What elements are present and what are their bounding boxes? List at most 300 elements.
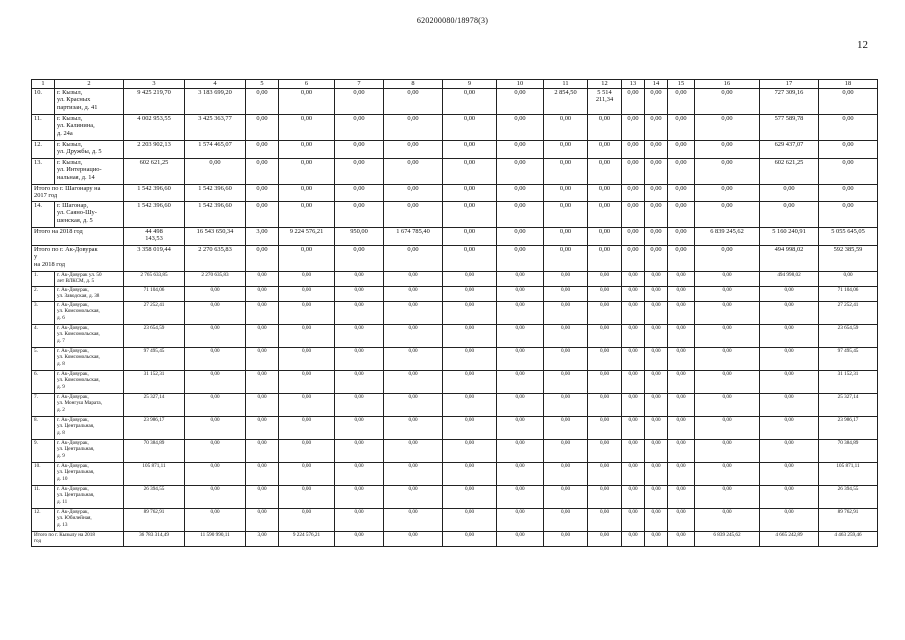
value-cell: 0,00 (443, 88, 497, 114)
value-cell: 0,00 (497, 271, 544, 286)
value-cell: 0,00 (645, 158, 668, 184)
value-cell: 0,00 (185, 301, 246, 324)
value-cell: 0,00 (645, 416, 668, 439)
row-index: 5. (32, 347, 55, 370)
address-cell: г. Кызыл, ул. Дружбы, д. 5 (55, 140, 124, 158)
column-number: 7 (335, 80, 384, 89)
value-cell: 0,00 (668, 347, 695, 370)
value-cell: 0,00 (622, 245, 645, 271)
value-cell: 0,00 (544, 201, 588, 227)
value-cell: 1 542 396,60 (124, 184, 185, 201)
address-cell: г. Ак-Довурак ул. 50 лет ВЛКСМ, д. 5 (55, 271, 124, 286)
row-index: 11. (32, 114, 55, 140)
value-cell: 3 425 363,77 (185, 114, 246, 140)
value-cell: 0,00 (185, 462, 246, 485)
value-cell: 0,00 (622, 347, 645, 370)
value-cell: 0,00 (384, 370, 443, 393)
value-cell: 4 463 259,46 (819, 531, 878, 546)
value-cell: 0,00 (246, 114, 279, 140)
value-cell: 0,00 (443, 462, 497, 485)
value-cell: 0,00 (622, 140, 645, 158)
value-cell: 0,00 (544, 370, 588, 393)
address-cell: г. Ак-Довурак, ул. Заводская, д. 38 (55, 286, 124, 301)
value-cell: 0,00 (246, 508, 279, 531)
value-cell: 0,00 (544, 158, 588, 184)
value-cell: 0,00 (668, 227, 695, 245)
value-cell: 0,00 (760, 416, 819, 439)
row-index: 8. (32, 416, 55, 439)
row-index: 10. (32, 88, 55, 114)
value-cell: 0,00 (588, 416, 622, 439)
value-cell: 0,00 (622, 439, 645, 462)
value-cell: 0,00 (695, 439, 760, 462)
column-number: 16 (695, 80, 760, 89)
value-cell: 5 514 211,34 (588, 88, 622, 114)
value-cell: 0,00 (668, 531, 695, 546)
table-subtotal-row (32, 245, 878, 271)
value-cell: 0,00 (279, 324, 335, 347)
value-cell: 0,00 (335, 531, 384, 546)
value-cell: 105 871,11 (819, 462, 878, 485)
value-cell: 0,00 (588, 201, 622, 227)
value-cell: 31 152,31 (819, 370, 878, 393)
value-cell: 0,00 (246, 184, 279, 201)
value-cell: 0,00 (497, 462, 544, 485)
value-cell: 3,00 (246, 531, 279, 546)
value-cell: 1 574 465,07 (185, 140, 246, 158)
value-cell: 0,00 (279, 347, 335, 370)
value-cell: 0,00 (384, 201, 443, 227)
value-cell: 0,00 (622, 301, 645, 324)
table-row (32, 158, 878, 184)
value-cell: 89 762,91 (819, 508, 878, 531)
value-cell: 0,00 (497, 485, 544, 508)
value-cell: 950,00 (335, 227, 384, 245)
value-cell: 0,00 (544, 301, 588, 324)
value-cell: 0,00 (544, 531, 588, 546)
value-cell: 0,00 (497, 393, 544, 416)
value-cell: 0,00 (645, 184, 668, 201)
value-cell: 0,00 (443, 508, 497, 531)
row-index: 13. (32, 158, 55, 184)
value-cell: 0,00 (645, 88, 668, 114)
value-cell: 0,00 (622, 158, 645, 184)
value-cell: 0,00 (185, 347, 246, 370)
value-cell: 0,00 (819, 184, 878, 201)
value-cell: 0,00 (384, 158, 443, 184)
value-cell: 0,00 (384, 286, 443, 301)
value-cell: 25 327,14 (819, 393, 878, 416)
value-cell: 0,00 (668, 114, 695, 140)
value-cell: 0,00 (279, 88, 335, 114)
value-cell: 0,00 (544, 140, 588, 158)
value-cell: 0,00 (760, 393, 819, 416)
value-cell: 0,00 (588, 324, 622, 347)
value-cell: 0,00 (384, 462, 443, 485)
value-cell: 0,00 (544, 227, 588, 245)
row-index: 3. (32, 301, 55, 324)
value-cell: 0,00 (588, 462, 622, 485)
value-cell: 0,00 (279, 370, 335, 393)
value-cell: 0,00 (645, 227, 668, 245)
value-cell: 0,00 (443, 158, 497, 184)
value-cell: 0,00 (443, 227, 497, 245)
value-cell: 0,00 (544, 245, 588, 271)
value-cell: 0,00 (695, 158, 760, 184)
value-cell: 0,00 (443, 393, 497, 416)
value-cell: 0,00 (645, 114, 668, 140)
value-cell: 494 998,02 (760, 245, 819, 271)
value-cell: 3,00 (246, 227, 279, 245)
value-cell: 70 384,89 (124, 439, 185, 462)
address-cell: г. Ак-Довурак, ул. Центральная, д. 11 (55, 485, 124, 508)
value-cell: 0,00 (384, 301, 443, 324)
address-cell: г. Ак-Довурак, ул. Центральная, д. 10 (55, 462, 124, 485)
value-cell: 0,00 (588, 227, 622, 245)
value-cell: 0,00 (335, 485, 384, 508)
value-cell: 26 394,55 (124, 485, 185, 508)
value-cell: 0,00 (443, 531, 497, 546)
value-cell: 0,00 (645, 439, 668, 462)
row-index: 4. (32, 324, 55, 347)
value-cell: 0,00 (497, 114, 544, 140)
table-row (32, 324, 878, 347)
value-cell: 0,00 (622, 201, 645, 227)
value-cell: 0,00 (668, 271, 695, 286)
value-cell: 27 252,41 (819, 301, 878, 324)
value-cell: 0,00 (279, 508, 335, 531)
row-index: 2. (32, 286, 55, 301)
value-cell: 0,00 (443, 347, 497, 370)
value-cell: 0,00 (279, 184, 335, 201)
value-cell: 23 986,17 (124, 416, 185, 439)
table-row (32, 271, 878, 286)
value-cell: 0,00 (335, 370, 384, 393)
column-number: 10 (497, 80, 544, 89)
value-cell: 9 224 576,21 (279, 531, 335, 546)
value-cell: 0,00 (497, 140, 544, 158)
value-cell: 25 327,14 (124, 393, 185, 416)
value-cell: 0,00 (645, 462, 668, 485)
table-row (32, 88, 878, 114)
value-cell: 0,00 (384, 271, 443, 286)
table-row (32, 301, 878, 324)
address-cell: г. Ак-Довурак, ул. Центральная, д. 8 (55, 416, 124, 439)
table-row (32, 439, 878, 462)
row-index: 11. (32, 485, 55, 508)
value-cell: 0,00 (760, 508, 819, 531)
value-cell: 0,00 (279, 158, 335, 184)
value-cell: 0,00 (645, 286, 668, 301)
value-cell: 0,00 (695, 184, 760, 201)
table-row (32, 347, 878, 370)
column-number: 17 (760, 80, 819, 89)
value-cell: 0,00 (335, 201, 384, 227)
document-id: 620200080/18978(3) (416, 16, 489, 25)
value-cell: 44 498 143,53 (124, 227, 185, 245)
value-cell: 0,00 (497, 88, 544, 114)
budget-table (31, 79, 878, 547)
value-cell: 0,00 (335, 271, 384, 286)
value-cell: 0,00 (335, 393, 384, 416)
value-cell: 0,00 (645, 370, 668, 393)
value-cell: 0,00 (588, 347, 622, 370)
value-cell: 0,00 (497, 324, 544, 347)
column-number: 15 (668, 80, 695, 89)
value-cell: 0,00 (695, 416, 760, 439)
value-cell: 0,00 (185, 393, 246, 416)
value-cell: 0,00 (668, 416, 695, 439)
value-cell: 0,00 (384, 88, 443, 114)
value-cell: 0,00 (246, 201, 279, 227)
value-cell: 0,00 (279, 301, 335, 324)
value-cell: 0,00 (645, 245, 668, 271)
table-row (32, 370, 878, 393)
value-cell: 0,00 (335, 245, 384, 271)
value-cell: 0,00 (588, 370, 622, 393)
value-cell: 1 542 396,60 (185, 184, 246, 201)
value-cell: 0,00 (695, 370, 760, 393)
column-number-row (32, 80, 878, 89)
value-cell: 0,00 (622, 88, 645, 114)
table-row (32, 393, 878, 416)
value-cell: 0,00 (588, 271, 622, 286)
address-cell: г. Ак-Довурак, ул. Комсомольская, д. 7 (55, 324, 124, 347)
value-cell: 0,00 (443, 485, 497, 508)
value-cell: 0,00 (335, 301, 384, 324)
value-cell: 0,00 (588, 393, 622, 416)
value-cell: 0,00 (246, 286, 279, 301)
value-cell: 71 104,06 (819, 286, 878, 301)
row-index: 9. (32, 439, 55, 462)
value-cell: 0,00 (246, 158, 279, 184)
column-number: 5 (246, 80, 279, 89)
value-cell: 0,00 (668, 462, 695, 485)
table-row (32, 462, 878, 485)
subtotal-label: Итого по г. Шагонару на 2017 год (32, 184, 124, 201)
value-cell: 0,00 (668, 201, 695, 227)
value-cell: 4 665 242,89 (760, 531, 819, 546)
value-cell: 0,00 (497, 184, 544, 201)
value-cell: 0,00 (544, 114, 588, 140)
value-cell: 0,00 (668, 140, 695, 158)
value-cell: 2 765 633,85 (124, 271, 185, 286)
value-cell: 0,00 (695, 245, 760, 271)
value-cell: 0,00 (645, 508, 668, 531)
value-cell: 0,00 (695, 393, 760, 416)
value-cell: 0,00 (622, 462, 645, 485)
value-cell: 602 621,25 (760, 158, 819, 184)
address-cell: г. Ак-Довурак, ул. Комсомольская, д. 9 (55, 370, 124, 393)
value-cell: 0,00 (279, 393, 335, 416)
address-cell: г. Ак-Довурак, ул. Монгуш Марата, д. 2 (55, 393, 124, 416)
value-cell: 0,00 (544, 485, 588, 508)
value-cell: 0,00 (588, 140, 622, 158)
value-cell: 0,00 (668, 370, 695, 393)
value-cell: 0,00 (279, 201, 335, 227)
value-cell: 0,00 (384, 393, 443, 416)
value-cell: 0,00 (622, 485, 645, 508)
value-cell: 0,00 (279, 245, 335, 271)
value-cell: 0,00 (588, 301, 622, 324)
value-cell: 0,00 (622, 393, 645, 416)
value-cell: 2 270 635,83 (185, 245, 246, 271)
value-cell: 0,00 (588, 184, 622, 201)
value-cell: 0,00 (497, 370, 544, 393)
table-row (32, 485, 878, 508)
value-cell: 0,00 (544, 439, 588, 462)
value-cell: 9 224 576,21 (279, 227, 335, 245)
value-cell: 0,00 (185, 370, 246, 393)
row-index: 12. (32, 508, 55, 531)
value-cell: 0,00 (335, 158, 384, 184)
column-number: 3 (124, 80, 185, 89)
value-cell: 0,00 (622, 370, 645, 393)
value-cell: 0,00 (497, 347, 544, 370)
value-cell: 0,00 (819, 88, 878, 114)
value-cell: 0,00 (588, 439, 622, 462)
value-cell: 0,00 (443, 140, 497, 158)
value-cell: 23 654,59 (124, 324, 185, 347)
value-cell: 0,00 (760, 485, 819, 508)
value-cell: 31 152,31 (124, 370, 185, 393)
value-cell: 0,00 (246, 485, 279, 508)
value-cell: 0,00 (497, 508, 544, 531)
value-cell: 0,00 (622, 227, 645, 245)
value-cell: 0,00 (279, 114, 335, 140)
table-subtotal-row (32, 227, 878, 245)
value-cell: 0,00 (695, 271, 760, 286)
value-cell: 0,00 (335, 462, 384, 485)
value-cell: 0,00 (443, 184, 497, 201)
value-cell: 0,00 (497, 245, 544, 271)
value-cell: 0,00 (622, 286, 645, 301)
value-cell: 0,00 (695, 347, 760, 370)
value-cell: 0,00 (544, 347, 588, 370)
value-cell: 0,00 (279, 271, 335, 286)
value-cell: 0,00 (443, 245, 497, 271)
value-cell: 0,00 (384, 347, 443, 370)
value-cell: 105 871,11 (124, 462, 185, 485)
value-cell: 0,00 (497, 227, 544, 245)
value-cell: 0,00 (544, 286, 588, 301)
value-cell: 0,00 (819, 158, 878, 184)
value-cell: 0,00 (760, 439, 819, 462)
value-cell: 0,00 (819, 271, 878, 286)
value-cell: 0,00 (668, 245, 695, 271)
value-cell: 0,00 (246, 88, 279, 114)
table-row (32, 140, 878, 158)
value-cell: 0,00 (544, 416, 588, 439)
value-cell: 0,00 (760, 301, 819, 324)
value-cell: 0,00 (335, 439, 384, 462)
value-cell: 0,00 (588, 286, 622, 301)
value-cell: 0,00 (497, 439, 544, 462)
table-body (32, 80, 878, 547)
value-cell: 0,00 (544, 324, 588, 347)
table-row (32, 416, 878, 439)
value-cell: 0,00 (622, 114, 645, 140)
value-cell: 0,00 (588, 245, 622, 271)
value-cell: 0,00 (668, 393, 695, 416)
value-cell: 0,00 (384, 508, 443, 531)
value-cell: 0,00 (645, 324, 668, 347)
value-cell: 0,00 (384, 184, 443, 201)
column-number: 8 (384, 80, 443, 89)
value-cell: 0,00 (185, 439, 246, 462)
value-cell: 0,00 (760, 347, 819, 370)
value-cell: 1 674 785,40 (384, 227, 443, 245)
column-number: 4 (185, 80, 246, 89)
value-cell: 0,00 (246, 140, 279, 158)
row-index: 1. (32, 271, 55, 286)
value-cell: 0,00 (645, 301, 668, 324)
address-cell: г. Кызыл, ул. Красных партизан, д. 41 (55, 88, 124, 114)
table-subtotal-row (32, 531, 878, 546)
value-cell: 0,00 (695, 485, 760, 508)
value-cell: 6 839 245,62 (695, 227, 760, 245)
value-cell: 0,00 (335, 324, 384, 347)
value-cell: 0,00 (695, 140, 760, 158)
subtotal-label: Итого по г. Ак-Довурак у на 2018 год (32, 245, 124, 271)
value-cell: 0,00 (695, 114, 760, 140)
value-cell: 0,00 (185, 416, 246, 439)
value-cell: 0,00 (760, 184, 819, 201)
value-cell: 0,00 (335, 347, 384, 370)
value-cell: 0,00 (279, 416, 335, 439)
value-cell: 0,00 (497, 286, 544, 301)
value-cell: 0,00 (544, 184, 588, 201)
value-cell: 0,00 (668, 158, 695, 184)
value-cell: 0,00 (185, 324, 246, 347)
value-cell: 0,00 (645, 201, 668, 227)
value-cell: 0,00 (246, 416, 279, 439)
column-number: 12 (588, 80, 622, 89)
value-cell: 0,00 (695, 201, 760, 227)
address-cell: г. Ак-Довурак, ул. Комсомольская, д. 8 (55, 347, 124, 370)
value-cell: 0,00 (246, 245, 279, 271)
value-cell: 0,00 (760, 370, 819, 393)
value-cell: 602 621,25 (124, 158, 185, 184)
value-cell: 0,00 (622, 531, 645, 546)
value-cell: 0,00 (384, 439, 443, 462)
column-number: 14 (645, 80, 668, 89)
value-cell: 0,00 (335, 508, 384, 531)
value-cell: 0,00 (622, 416, 645, 439)
table-row (32, 508, 878, 531)
value-cell: 0,00 (544, 271, 588, 286)
value-cell: 71 104,06 (124, 286, 185, 301)
value-cell: 577 589,78 (760, 114, 819, 140)
address-cell: г. Ак-Довурак, ул. Комсомольская, д. 6 (55, 301, 124, 324)
value-cell: 0,00 (819, 114, 878, 140)
value-cell: 0,00 (384, 324, 443, 347)
value-cell: 727 309,16 (760, 88, 819, 114)
value-cell: 0,00 (279, 286, 335, 301)
value-cell: 0,00 (279, 485, 335, 508)
address-cell: г. Кызыл, ул. Калинина, д. 24а (55, 114, 124, 140)
column-number: 2 (55, 80, 124, 89)
value-cell: 0,00 (645, 485, 668, 508)
value-cell: 0,00 (588, 114, 622, 140)
value-cell: 0,00 (246, 462, 279, 485)
value-cell: 0,00 (695, 462, 760, 485)
value-cell: 3 358 019,44 (124, 245, 185, 271)
value-cell: 70 384,89 (819, 439, 878, 462)
address-cell: г. Кызыл, ул. Интернацио- нальная, д. 14 (55, 158, 124, 184)
value-cell: 0,00 (384, 140, 443, 158)
value-cell: 0,00 (668, 88, 695, 114)
